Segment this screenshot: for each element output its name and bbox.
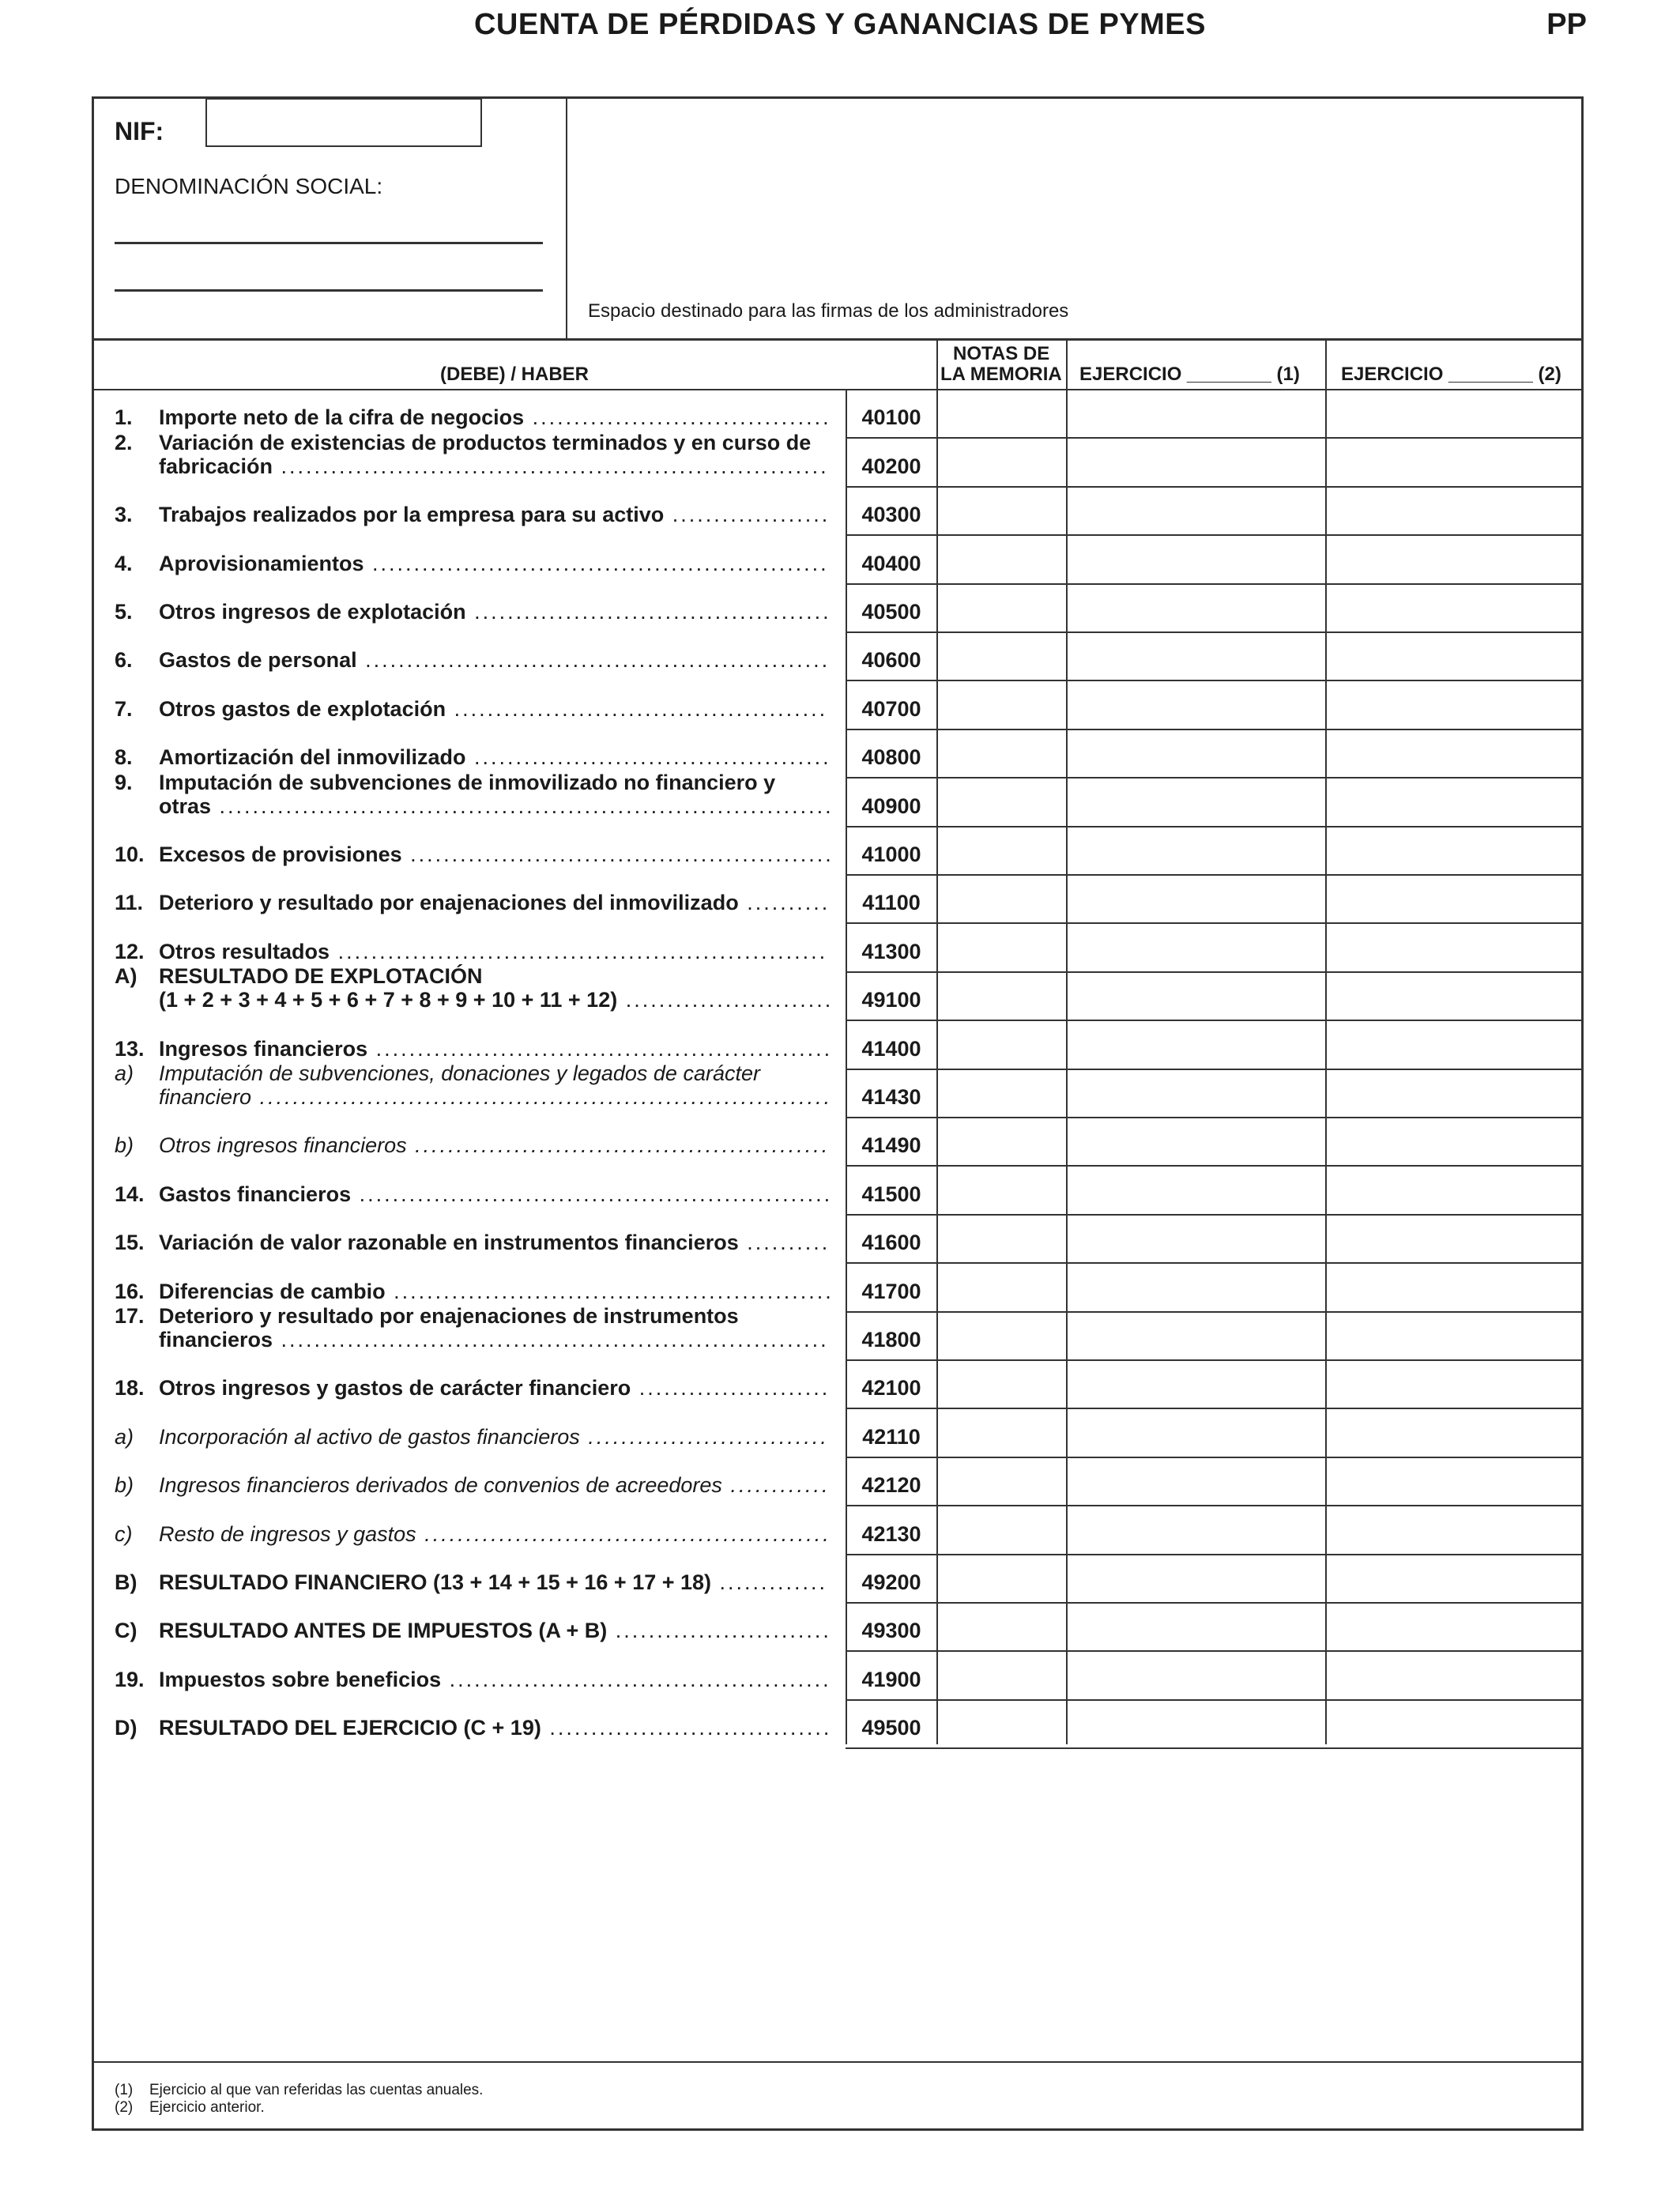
row-text bbox=[159, 1085, 832, 1109]
leader-dots: ................................................. bbox=[416, 1522, 831, 1546]
ejercicio-2-cell[interactable] bbox=[1327, 585, 1584, 631]
header-divider bbox=[566, 96, 567, 340]
row-text bbox=[159, 1037, 832, 1061]
col-ejercicio-1-header: EJERCICIO ________ (1) bbox=[1079, 364, 1300, 385]
ejercicio-1-cell[interactable] bbox=[1068, 827, 1325, 874]
row-number: 18. bbox=[115, 1376, 145, 1400]
row-number: D) bbox=[115, 1716, 137, 1740]
row-number: B) bbox=[115, 1570, 137, 1594]
row-number: 9. bbox=[115, 771, 133, 794]
row-text bbox=[159, 1231, 830, 1254]
row-text-content: Incorporación al activo de gastos financieros bbox=[159, 1425, 580, 1449]
row-text-content: RESULTADO DEL EJERCICIO (C + 19) bbox=[159, 1716, 541, 1740]
row-text bbox=[159, 503, 830, 526]
ejercicio-2-cell[interactable] bbox=[1327, 827, 1584, 874]
row-text-content: RESULTADO FINANCIERO (13 + 14 + 15 + 16 + 17 + 18) bbox=[159, 1570, 712, 1594]
ejercicio-2-cell[interactable] bbox=[1327, 1506, 1584, 1553]
row-number: a) bbox=[115, 1425, 134, 1449]
ejercicio-2-cell[interactable] bbox=[1327, 1409, 1584, 1456]
row-number: 11. bbox=[115, 891, 144, 914]
row-code: 42110 bbox=[862, 1425, 921, 1449]
notas-cell[interactable] bbox=[938, 1021, 1066, 1068]
row-text bbox=[159, 988, 833, 1012]
nif-input[interactable] bbox=[205, 98, 482, 147]
ejercicio-1-cell[interactable] bbox=[1068, 633, 1325, 680]
row-text-content: Otros ingresos financieros bbox=[159, 1133, 407, 1157]
denominacion-line-1[interactable] bbox=[115, 242, 543, 244]
row-number: 7. bbox=[115, 697, 133, 721]
row-text bbox=[159, 1061, 760, 1085]
row-number: 1. bbox=[115, 405, 133, 429]
row-number: 13. bbox=[115, 1037, 145, 1061]
row-text-content: Otros ingresos y gastos de carácter financiero bbox=[159, 1376, 631, 1400]
ejercicio-2-cell[interactable] bbox=[1327, 1216, 1584, 1262]
row-text-content: Otros ingresos de explotación bbox=[159, 600, 466, 624]
row-code: 42120 bbox=[861, 1473, 921, 1497]
row-text bbox=[159, 1473, 830, 1497]
row-text bbox=[159, 843, 834, 866]
row-text bbox=[159, 1619, 831, 1642]
notas-cell[interactable] bbox=[938, 924, 1066, 971]
header-bottom-rule bbox=[92, 338, 1584, 341]
ejercicio-1-cell[interactable] bbox=[1068, 1652, 1325, 1698]
row-number: b) bbox=[115, 1133, 134, 1157]
leader-dots: ................... bbox=[664, 503, 831, 526]
notas-cell[interactable] bbox=[938, 1604, 1066, 1650]
ejercicio-2-cell[interactable] bbox=[1327, 1264, 1584, 1310]
ejercicio-1-cell[interactable] bbox=[1068, 1118, 1325, 1165]
col-ejercicio-2-header: EJERCICIO ________ (2) bbox=[1341, 364, 1561, 385]
nif-label: NIF: bbox=[115, 117, 164, 145]
row-text bbox=[159, 1668, 831, 1691]
ejercicio-1-cell[interactable] bbox=[1068, 730, 1325, 777]
denominacion-label: DENOMINACIÓN SOCIAL: bbox=[115, 174, 383, 198]
row-text bbox=[159, 1425, 829, 1449]
row-text-content: Deterioro y resultado por enajenaciones de instrumentos bbox=[159, 1304, 739, 1328]
ejercicio-1-cell[interactable] bbox=[1068, 1361, 1325, 1408]
leader-dots: ........................................................... bbox=[330, 940, 828, 963]
ejercicio-1-cell[interactable] bbox=[1068, 876, 1325, 922]
row-code: 41500 bbox=[861, 1182, 921, 1206]
ejercicio-2-cell[interactable] bbox=[1327, 730, 1584, 777]
row-text-content: Imputación de subvenciones de inmovilizado no financiero y bbox=[159, 771, 776, 794]
row-text bbox=[159, 891, 830, 914]
ejercicio-2-cell[interactable] bbox=[1327, 778, 1584, 825]
row-text-content: (1 + 2 + 3 + 4 + 5 + 6 + 7 + 8 + 9 + 10 + 11 + 12) bbox=[159, 988, 618, 1012]
ejercicio-1-cell[interactable] bbox=[1068, 1555, 1325, 1602]
ejercicio-2-cell[interactable] bbox=[1327, 1118, 1584, 1165]
row-number: C) bbox=[115, 1619, 137, 1642]
row-code: 40800 bbox=[861, 745, 921, 769]
leader-dots: .......................................................................... bbox=[211, 794, 834, 818]
leader-dots: ............................. bbox=[579, 1425, 829, 1449]
leader-dots: ....................................................... bbox=[367, 1037, 833, 1061]
row-text-content: Aprovisionamientos bbox=[159, 552, 364, 575]
ejercicio-2-cell[interactable] bbox=[1327, 1313, 1584, 1359]
ejercicio-1-cell[interactable] bbox=[1068, 1604, 1325, 1650]
row-text bbox=[159, 697, 827, 721]
ejercicio-1-cell[interactable] bbox=[1068, 488, 1325, 534]
signature-space-label: Espacio destinado para las firmas de los administradores bbox=[588, 300, 1069, 322]
notas-cell[interactable] bbox=[938, 876, 1066, 922]
notas-cell[interactable] bbox=[938, 1070, 1066, 1117]
row-code: 40400 bbox=[861, 552, 921, 575]
ejercicio-2-cell[interactable] bbox=[1327, 1021, 1584, 1068]
leader-dots: ..................................................................... bbox=[251, 1085, 833, 1109]
leader-dots: ............................................. bbox=[446, 697, 828, 721]
row-text bbox=[159, 1280, 834, 1303]
row-text bbox=[159, 1716, 831, 1740]
notas-cell[interactable] bbox=[938, 681, 1066, 728]
row-text-content: financiero bbox=[159, 1085, 252, 1109]
leader-dots: .............................................. bbox=[441, 1668, 831, 1691]
footnote-2-text: Ejercicio anterior. bbox=[149, 2099, 265, 2116]
notas-cell[interactable] bbox=[938, 439, 1066, 485]
form-code: PP bbox=[1546, 8, 1587, 41]
leader-dots: .......................... bbox=[607, 1619, 831, 1642]
leader-dots: .................................................. bbox=[406, 1133, 831, 1157]
row-code: 41400 bbox=[861, 1037, 921, 1061]
row-text-content: Variación de valor razonable en instrumentos financieros bbox=[159, 1231, 739, 1254]
leader-dots: .................................................................. bbox=[273, 454, 829, 478]
row-number: 16. bbox=[115, 1280, 145, 1303]
row-number: 10. bbox=[115, 843, 145, 866]
row-code: 41300 bbox=[861, 940, 921, 963]
ejercicio-1-cell[interactable] bbox=[1068, 1701, 1325, 1747]
ejercicio-1-cell[interactable] bbox=[1068, 1070, 1325, 1117]
row-code: 42100 bbox=[861, 1376, 921, 1400]
ejercicio-1-cell[interactable] bbox=[1068, 778, 1325, 825]
notas-cell[interactable] bbox=[938, 778, 1066, 825]
notas-cell[interactable] bbox=[938, 585, 1066, 631]
row-text bbox=[159, 940, 827, 963]
leader-dots: .................................. bbox=[541, 1716, 832, 1740]
row-text-content: Deterioro y resultado por enajenaciones del inmovilizado bbox=[159, 891, 739, 914]
ejercicio-2-cell[interactable] bbox=[1327, 876, 1584, 922]
row-text bbox=[159, 1304, 739, 1328]
notas-cell[interactable] bbox=[938, 536, 1066, 582]
row-code: 49100 bbox=[861, 988, 921, 1012]
row-text bbox=[159, 1182, 832, 1206]
notas-cell[interactable] bbox=[938, 973, 1066, 1020]
row-text bbox=[159, 454, 829, 478]
ejercicio-2-cell[interactable] bbox=[1327, 973, 1584, 1020]
row-number: b) bbox=[115, 1473, 134, 1497]
ejercicio-1-cell[interactable] bbox=[1068, 924, 1325, 971]
row-code: 42130 bbox=[861, 1522, 921, 1546]
row-text-content: Otros resultados bbox=[159, 940, 330, 963]
row-code: 41000 bbox=[861, 843, 921, 866]
row-code: 41490 bbox=[861, 1133, 921, 1157]
notas-cell[interactable] bbox=[938, 1167, 1066, 1213]
row-text bbox=[159, 600, 831, 624]
col-notas-header-2: LA MEMORIA bbox=[940, 364, 1062, 385]
ejercicio-2-cell[interactable] bbox=[1327, 1555, 1584, 1602]
notas-cell[interactable] bbox=[938, 1506, 1066, 1553]
row-code: 41430 bbox=[861, 1085, 921, 1109]
ejercicio-1-cell[interactable] bbox=[1068, 1216, 1325, 1262]
ejercicio-1-cell[interactable] bbox=[1068, 1021, 1325, 1068]
row-rule bbox=[846, 1747, 1584, 1749]
notas-cell[interactable] bbox=[938, 488, 1066, 534]
ejercicio-1-cell[interactable] bbox=[1068, 1506, 1325, 1553]
row-text-content: Ingresos financieros bbox=[159, 1037, 368, 1061]
denominacion-line-2[interactable] bbox=[115, 289, 543, 292]
notas-cell[interactable] bbox=[938, 1409, 1066, 1456]
row-code: 40300 bbox=[861, 503, 921, 526]
row-code: 49300 bbox=[861, 1619, 921, 1642]
notas-cell[interactable] bbox=[938, 730, 1066, 777]
ejercicio-1-cell[interactable] bbox=[1068, 1409, 1325, 1456]
ejercicio-1-cell[interactable] bbox=[1068, 1458, 1325, 1505]
row-code: 41100 bbox=[862, 891, 921, 914]
notas-cell[interactable] bbox=[938, 1555, 1066, 1602]
notas-cell[interactable] bbox=[938, 1216, 1066, 1262]
row-number: 8. bbox=[115, 745, 133, 769]
notas-cell[interactable] bbox=[938, 1458, 1066, 1505]
notas-cell[interactable] bbox=[938, 633, 1066, 680]
ejercicio-2-cell[interactable] bbox=[1327, 1458, 1584, 1505]
ejercicio-2-cell[interactable] bbox=[1327, 1070, 1584, 1117]
ejercicio-1-cell[interactable] bbox=[1068, 681, 1325, 728]
notas-cell[interactable] bbox=[938, 1361, 1066, 1408]
leader-dots: ............ bbox=[721, 1473, 831, 1497]
ejercicio-1-cell[interactable] bbox=[1068, 1167, 1325, 1213]
row-text bbox=[159, 1328, 829, 1351]
leader-dots: ........................................... bbox=[465, 745, 831, 769]
row-number: c) bbox=[115, 1522, 133, 1546]
row-code: 49200 bbox=[861, 1570, 921, 1594]
leader-dots: ........................................................ bbox=[356, 648, 831, 672]
notas-cell[interactable] bbox=[938, 390, 1066, 437]
col-notas-header-1: NOTAS DE bbox=[953, 343, 1050, 364]
row-text-content: Resto de ingresos y gastos bbox=[159, 1522, 416, 1546]
notas-cell[interactable] bbox=[938, 1701, 1066, 1747]
row-number: 3. bbox=[115, 503, 133, 526]
leader-dots: .................................................................. bbox=[273, 1328, 829, 1351]
row-text bbox=[159, 552, 829, 575]
row-text-content: financieros bbox=[159, 1328, 273, 1351]
row-text bbox=[159, 1133, 830, 1157]
row-number: 6. bbox=[115, 648, 133, 672]
row-text-content: Variación de existencias de productos terminados y en curso de bbox=[159, 431, 812, 454]
row-code: 41900 bbox=[861, 1668, 921, 1691]
footnote-1-number: (1) bbox=[115, 2082, 134, 2098]
leader-dots: ....................................................... bbox=[363, 552, 829, 575]
row-code: 40100 bbox=[861, 405, 921, 429]
row-text-content: Diferencias de cambio bbox=[159, 1280, 386, 1303]
leader-dots: ........................................... bbox=[465, 600, 831, 624]
col-concept-header: (DEBE) / HABER bbox=[440, 364, 590, 385]
row-text-content: Amortización del inmovilizado bbox=[159, 745, 466, 769]
leader-dots: ................................................... bbox=[401, 843, 834, 866]
row-code: 49500 bbox=[861, 1716, 921, 1740]
footnote-1-text: Ejercicio al que van referidas las cuentas anuales. bbox=[149, 2082, 484, 2098]
notas-cell[interactable] bbox=[938, 1652, 1066, 1698]
row-text-content: fabricación bbox=[159, 454, 273, 478]
row-code: 40500 bbox=[861, 600, 921, 624]
row-number: 12. bbox=[115, 940, 145, 963]
footnote-2-number: (2) bbox=[115, 2099, 134, 2116]
ejercicio-1-cell[interactable] bbox=[1068, 585, 1325, 631]
ejercicio-2-cell[interactable] bbox=[1327, 536, 1584, 582]
row-text bbox=[159, 794, 834, 818]
ejercicio-1-cell[interactable] bbox=[1068, 973, 1325, 1020]
row-number: 17. bbox=[115, 1304, 145, 1328]
ejercicio-1-cell[interactable] bbox=[1068, 1264, 1325, 1310]
form-title: CUENTA DE PÉRDIDAS Y GANANCIAS DE PYMES bbox=[473, 8, 1206, 41]
row-number: 5. bbox=[115, 600, 133, 624]
row-text-content: otras bbox=[159, 794, 212, 818]
ejercicio-1-cell[interactable] bbox=[1068, 439, 1325, 485]
row-text-content: Imputación de subvenciones, donaciones y legados de carácter bbox=[159, 1061, 760, 1085]
notas-cell[interactable] bbox=[938, 1118, 1066, 1165]
row-number: 15. bbox=[115, 1231, 145, 1254]
row-text bbox=[159, 1522, 831, 1546]
footnote-2 bbox=[115, 2099, 265, 2117]
ejercicio-2-cell[interactable] bbox=[1327, 1652, 1584, 1698]
row-number: 2. bbox=[115, 431, 133, 454]
row-code: 40600 bbox=[861, 648, 921, 672]
ejercicio-1-cell[interactable] bbox=[1068, 1313, 1325, 1359]
row-text bbox=[159, 1376, 830, 1400]
row-text-content: Trabajos realizados por la empresa para su activo bbox=[159, 503, 665, 526]
notas-cell[interactable] bbox=[938, 827, 1066, 874]
row-text bbox=[159, 431, 811, 454]
ejercicio-2-cell[interactable] bbox=[1327, 1701, 1584, 1747]
row-code: 41800 bbox=[861, 1328, 921, 1351]
ejercicio-1-cell[interactable] bbox=[1068, 390, 1325, 437]
row-text-content: Excesos de provisiones bbox=[159, 843, 402, 866]
row-text bbox=[159, 405, 831, 429]
leader-dots: ......................... bbox=[617, 988, 834, 1012]
row-number: 14. bbox=[115, 1182, 145, 1206]
leader-dots: ....................... bbox=[631, 1376, 831, 1400]
leader-dots: .......... bbox=[738, 891, 831, 914]
ejercicio-2-cell[interactable] bbox=[1327, 488, 1584, 534]
notas-cell[interactable] bbox=[938, 1313, 1066, 1359]
row-code: 40700 bbox=[861, 697, 921, 721]
ejercicio-2-cell[interactable] bbox=[1327, 1167, 1584, 1213]
ejercicio-2-cell[interactable] bbox=[1327, 390, 1584, 437]
ejercicio-2-cell[interactable] bbox=[1327, 681, 1584, 728]
row-number: A) bbox=[115, 964, 137, 988]
row-number: 19. bbox=[115, 1668, 145, 1691]
row-code: 40900 bbox=[861, 794, 921, 818]
ejercicio-2-cell[interactable] bbox=[1327, 1361, 1584, 1408]
leader-dots: ..................................................... bbox=[385, 1280, 834, 1303]
leader-dots: .................................... bbox=[524, 405, 831, 429]
ejercicio-2-cell[interactable] bbox=[1327, 1604, 1584, 1650]
row-text-content: Gastos de personal bbox=[159, 648, 357, 672]
row-text bbox=[159, 771, 775, 794]
row-number: a) bbox=[115, 1061, 134, 1085]
ejercicio-2-cell[interactable] bbox=[1327, 924, 1584, 971]
row-text-content: Ingresos financieros derivados de convenios de acreedores bbox=[159, 1473, 722, 1497]
row-number: 4. bbox=[115, 552, 133, 575]
row-text-content: RESULTADO ANTES DE IMPUESTOS (A + B) bbox=[159, 1619, 608, 1642]
row-text-content: Otros gastos de explotación bbox=[159, 697, 446, 721]
leader-dots: .......... bbox=[738, 1231, 831, 1254]
row-text bbox=[159, 648, 830, 672]
row-text-content: Importe neto de la cifra de negocios bbox=[159, 405, 525, 429]
row-text-content: RESULTADO DE EXPLOTACIÓN bbox=[159, 964, 483, 988]
row-text-content: Gastos financieros bbox=[159, 1182, 352, 1206]
row-text bbox=[159, 964, 483, 988]
footnote-1 bbox=[115, 2082, 483, 2099]
row-code: 40200 bbox=[861, 454, 921, 478]
row-code: 41600 bbox=[861, 1231, 921, 1254]
notas-cell[interactable] bbox=[938, 1264, 1066, 1310]
ejercicio-2-cell[interactable] bbox=[1327, 439, 1584, 485]
row-code: 41700 bbox=[861, 1280, 921, 1303]
leader-dots: ......................................................... bbox=[351, 1182, 833, 1206]
ejercicio-1-cell[interactable] bbox=[1068, 536, 1325, 582]
row-text bbox=[159, 1570, 827, 1594]
ejercicio-2-cell[interactable] bbox=[1327, 633, 1584, 680]
row-text bbox=[159, 745, 831, 769]
footnote-rule bbox=[92, 2061, 1584, 2063]
row-text-content: Impuestos sobre beneficios bbox=[159, 1668, 442, 1691]
leader-dots: ............. bbox=[711, 1570, 828, 1594]
